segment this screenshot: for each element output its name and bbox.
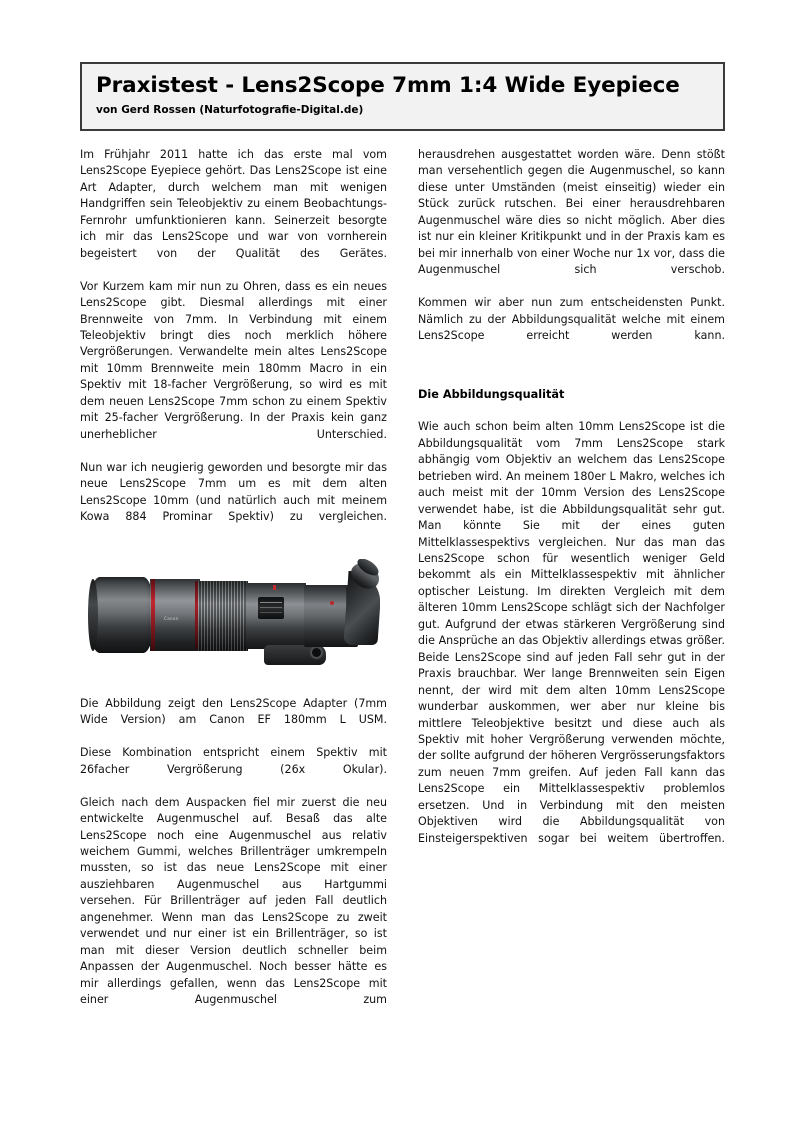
paragraph: herausdrehen ausgestattet worden wäre. Denn stößt man versehentlich gegen die Augenmuschel, so kann diese unter Umständen (meist einseitig) wieder ein Stück zurück rutschen. Bei einer herausdrehbaren Augenmuschel wäre dies so nicht möglich. Aber dies ist nur ein kleiner Kritikpunkt und in der Praxis kam es bei mir innerhalb von einer Woche nur 1x vor, dass die Augenmuschel sich verschob. [418,148,725,277]
lens-index-mark-shape [273,585,276,590]
heading-spacer [418,403,725,419]
lens-barrel-front-shape [150,579,200,651]
lens-hood-rim-shape [88,579,98,651]
section-heading-image-quality: Die Abbildungsqualität [418,387,565,401]
paragraph: Kommen wir aber nun zum entscheidensten Punkt. Nämlich zu der Abbildungsqualität welche mit einem Lens2Scope erreicht werden kann. [418,296,725,342]
paragraph: Diese Kombination entspricht einem Spektiv mit 26facher Vergrößerung (26x Okular). [80,746,387,776]
left-column [80,147,387,1025]
tripod-screw-hole-shape [312,648,321,657]
distance-scale-window-shape [258,597,284,619]
paragraph: Die Abbildung zeigt den Lens2Scope Adapter (7mm Wide Version) am Canon EF 180mm L USM. [80,696,387,727]
document-header-box [80,62,725,131]
focus-ring-shape [198,581,248,651]
section-spacer [418,361,725,387]
right-column [418,147,725,1025]
paragraph: Im Frühjahr 2011 hatte ich das erste mal vom Lens2Scope Eyepiece gehört. Das Lens2Scope ist eine Art Adapter, durch welchem man mit wenigen Handgriffen sein Teleobjektiv zu einem Beobachtungs-Fernrohr umfunktionieren kann. Seinerzeit besorgte ich mir das Lens2Scope und war von vornherein begeistert von der Qualität des Gerätes. [80,148,387,260]
page-title: Praxistest - Lens2Scope 7mm 1:4 Wide Eyepiece [96,73,680,98]
lens-red-ring-shape [151,579,155,651]
author-byline: von Gerd Rossen (Naturfotografie-Digital.de) [96,104,364,117]
lens-brand-marking: Canon [164,615,179,621]
lens-hood-shape [90,577,153,653]
lens-photo-figure [80,559,387,677]
adapter-mount-dot-shape [330,601,334,605]
paragraph: Gleich nach dem Auspacken fiel mir zuerst die neu entwickelte Augenmuschel auf. Besaß das alte Lens2Scope noch eine Augenmuschel aus relativ weichem Gummi, welches Brillenträger umkrempeln mussten, so ist das neue Lens2Scope mit einer ausziehbaren Augenmuschel aus Hartgummi versehen. Für Brillenträger auf jeden Fall deutlich angenehmer. Wenn man das Lens2Scope zu zweit verwendet und nur einer ist ein Brillenträger, so ist man mit dieser Version deutlich schneller beim Anpassen der Augenmuschel. Noch besser hätte es mir allerdings gefallen, wenn das Lens2Scope mit einer Augenmuschel zum [80,795,387,1007]
lens2scope-on-canon-lens-image [88,559,380,677]
paragraph: Vor Kurzem kam mir nun zu Ohren, dass es ein neues Lens2Scope gibt. Diesmal allerdings mit einer Brennweite von 7mm. In Verbindung mit einem Teleobjektiv bringt dies noch merklich höhere Vergrößerungen. Verwandelte mein altes Lens2Scope mit 10mm Brennweite mein 180mm Macro in ein Spektiv mit 18-facher Vergrößerung, so wird es mit dem neuen Lens2Scope 7mm schon zu einem Spektiv mit 25-facher Vergrößerung. In der Praxis kein ganz unerheblicher Unterschied. [80,279,387,441]
paragraph: Nun war ich neugierig geworden und besorgte mir das neue Lens2Scope 7mm um es mit dem alten Lens2Scope 10mm (und natürlich auch mit meinem Kowa 884 Prominar Spektiv) zu vergleichen. [80,460,387,523]
paragraph: Wie auch schon beim alten 10mm Lens2Scope ist die Abbildungsqualität vom 7mm Lens2Scope stark abhängig vom Objektiv an welchem das Lens2Scope betrieben wird. An meinem 180er L Makro, welches ich auch meist mit der 10mm Version des Lens2Scope verwendet habe, ist die Abbildungsqualität sehr gut. Man könnte Sie mit der eines guten Mittelklassespektivs vergleichen. Nur das man das Lens2Scope schon für wesentlich weniger Geld bekommt als ein Mittelklassespektiv mit ähnlicher optischer Leistung. Im direkten Vergleich mit dem älteren 10mm Lens2Scope schlägt sich der Nachfolger gut. Aufgrund der etwas stärkeren Vergrößerung sind die Ansprüche an das Objektiv allerdings etwas größer. Beide Lens2Scope sind auf jeden Fall sehr gut in der Praxis brauchbar. Wer lange Brennweiten sein Eigen nennt, der wird mit dem alten 10mm Lens2Scope wunderbar auskommen, wer aber nur kleine bis mittlere Teleobjektive besitzt und diese auch als Spektiv mit hoher Vergrößerung verwenden möchte, der sollte aufgrund der höheren Vergrösserungsfaktors zum neuen 7mm greifen. Auf jeden Fall kann das Lens2Scope ein Mittelklassespektiv problemlos ersetzen. Und in Verbindung mit den meisten Objektiven wird die Abbildungsqualität von Einsteigerspektiven sogar bei weitem übertroffen. [418,420,725,845]
article-body [80,147,725,1025]
